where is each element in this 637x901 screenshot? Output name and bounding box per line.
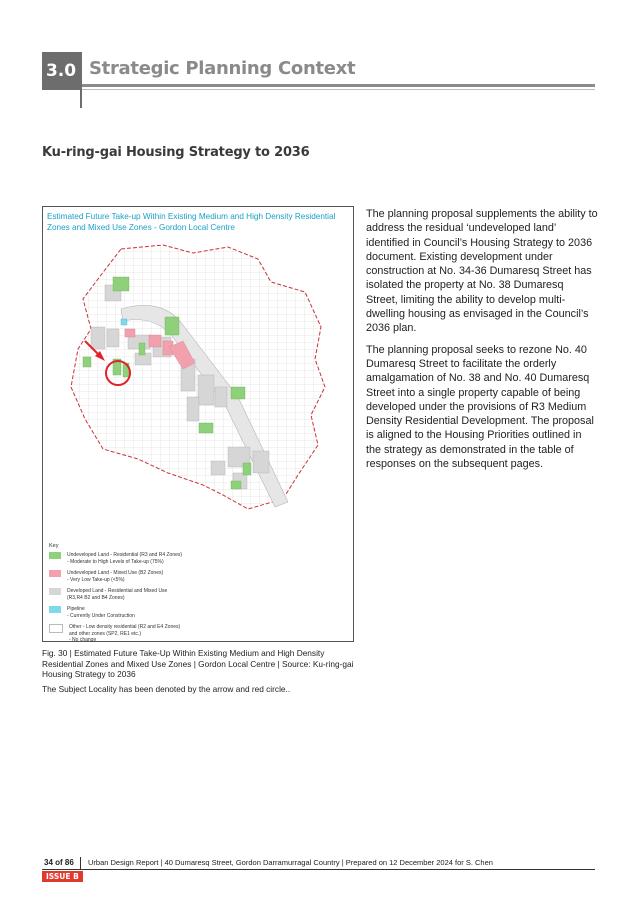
- key-swatch-grey: [49, 588, 61, 595]
- key-row-residential: [49, 552, 339, 565]
- key-row-mixed-use: [49, 570, 339, 583]
- footer-separator: [80, 857, 81, 869]
- footer-rule: [42, 869, 595, 870]
- key-swatch-cyan: [49, 606, 61, 613]
- key-text: Undeveloped Land - Mixed Use (B2 Zones) - Very Low Take-up (<5%): [67, 570, 164, 583]
- figure-frame: [42, 206, 354, 642]
- header-divider: [80, 52, 82, 108]
- key-row-other: [49, 624, 339, 644]
- issue-badge: ISSUE B: [42, 871, 83, 882]
- section-number: 3.0: [42, 52, 80, 90]
- body-paragraph: The planning proposal supplements the ability to address the residual ‘undeveloped land’ identified in Council’s Housing Strategy to 2036 document. Existing development under construction at No. 34-36 Dumaresq Street has isolated the property at No. 38 Dumaresq Street, limiting the ability to develop multi-dwelling housing as envisaged in the Council’s 2036 plan.: [366, 208, 598, 335]
- key-swatch-green: [49, 552, 61, 559]
- footer-text: Urban Design Report | 40 Dumaresq Street, Gordon Darramurragal Country | Prepared on 12 December 2024 for S. Chen: [88, 858, 493, 867]
- subsection-title: Ku-ring-gai Housing Strategy to 2036: [42, 145, 310, 160]
- key-text: Undeveloped Land - Residential (R3 and R4 Zones) - Moderate to High Levels of Take-up (75%): [67, 552, 183, 565]
- key-row-pipeline: [49, 606, 339, 619]
- figure-caption: Fig. 30 | Estimated Future Take-Up Within Existing Medium and High Density Residential Zones and Mixed Use Zones | Gordon Local Centre | Source: Ku-ring-gai Housing Strategy to 2036: [42, 648, 354, 679]
- key-swatch-white: [49, 624, 63, 633]
- body-text: [366, 207, 598, 478]
- key-text: Other - Low density residential (R2 and E4 Zones) and other zones (SP2, RE1 etc.) - No change: [69, 624, 181, 643]
- section-title: Strategic Planning Context: [89, 58, 356, 79]
- figure-title: Estimated Future Take-up Within Existing Medium and High Density Residential Zones and Mixed Use Zones - Gordon Local Centre: [47, 212, 336, 232]
- header-rule-thin: [82, 89, 595, 90]
- map-key: [49, 543, 339, 649]
- key-text: Pipeline - Currently Under Construction: [67, 606, 135, 619]
- key-label: Key: [49, 543, 59, 549]
- key-swatch-pink: [49, 570, 61, 577]
- zoning-map: [43, 237, 353, 537]
- header-rule: [82, 84, 595, 87]
- key-text: Developed Land - Residential and Mixed Use (R3,R4 B2 and B4 Zones): [67, 588, 168, 601]
- pipeline-site: [121, 319, 127, 325]
- figure-note: The Subject Locality has been denoted by the arrow and red circle..: [42, 684, 291, 694]
- body-paragraph: The planning proposal seeks to rezone No. 40 Dumaresq Street to facilitate the orderly amalgamation of No. 38 and No. 40 Dumaresq Street into a single property capable of being developed under the provisions of R3 Medium Density Residential Development. The proposal is aligned to the Housing Priorities outlined in the strategy as demonstrated in the table of responses on the subsequent pages.: [366, 343, 594, 471]
- page-number: 34 of 86: [44, 858, 74, 867]
- key-row-developed: [49, 588, 339, 601]
